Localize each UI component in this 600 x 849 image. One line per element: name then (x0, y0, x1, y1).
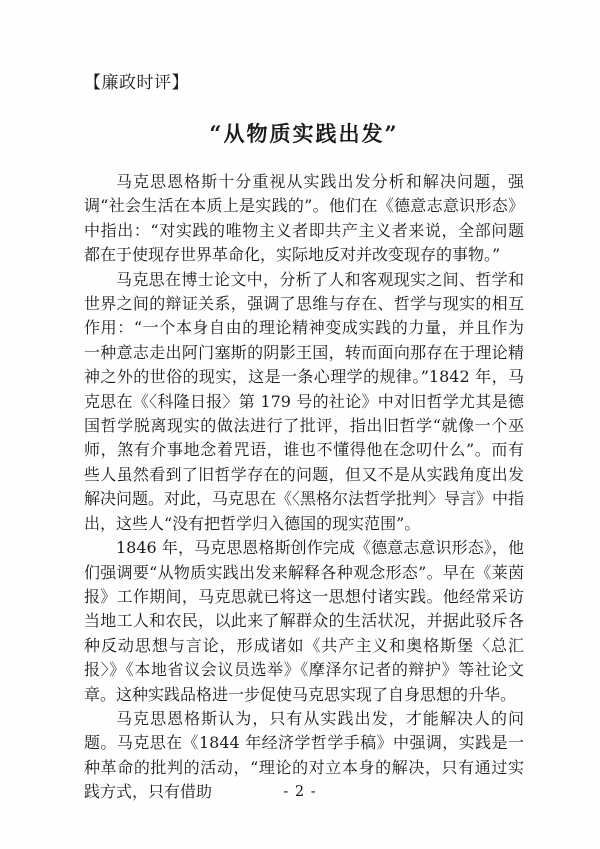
page-number: - 2 - (283, 784, 317, 800)
article-body (84, 170, 524, 805)
article-paragraph: 马克思恩格斯认为，只有从实践出发，才能解决人的问题。马克思在《1844 年经济学哲学手稿》中强调，实践是一种革命的批判的活动，“理论的对立本身的解决，只有通过实践方式，只有借助 (84, 708, 524, 802)
article-paragraph: 1846 年，马克思恩格斯创作完成《德意志意识形态》，他们强调要“从物质实践出发来解释各种观念形态”。早在《莱茵报》工作期间，马克思就已将这一思想付诸实践。他经常采访当地工人和农民，以此来了解群众的生活状况，并据此驳斥各种反动思想与言论，形成诸如《共产主义和奥格斯堡〈总汇报〉》《本地省议会议员选举》《摩泽尔记者的辩护》等社论文章。这种实践品格进一步促使马克思实现了自身思想的升华。 (84, 538, 524, 704)
article-paragraph: 马克思恩格斯十分重视从实践出发分析和解决问题，强调“社会生活在本质上是实践的”。他们在《德意志意识形态》中指出：“对实践的唯物主义者即共产主义者来说，全部问题都在于使现存世界革命化，实际地反对并改变现存的事物。” (84, 172, 524, 265)
section-label: 【廉政时评】 (84, 73, 189, 93)
article-paragraph: 马克思在博士论文中，分析了人和客观现实之间、哲学和世界之间的辩证关系，强调了思维与存在、哲学与现实的相互作用：“一个本身自由的理论精神变成实践的力量，并且作为一种意志走出阿门塞斯的阴影王国，转而面向那存在于理论精神之外的世俗的现实，这是一条心理学的规律。”1842 年，马克思在《〈科隆日报〉第 179 号的社论》中对旧哲学尤其是德国哲学脱离现实的做法进行了批评，指出旧哲学“就像一个巫师，煞有介事地念着咒语，谁也不懂得他在念叨什么”。而有些人虽然看到了旧哲学存在的问题，但又不是从实践角度出发解决问题。对此，马克思在《〈黑格尔法哲学批判〉导言》中指出，这些人“没有把哲学归入德国的现实范围”。 (84, 269, 525, 533)
article-title: “从物质实践出发” (209, 121, 399, 146)
